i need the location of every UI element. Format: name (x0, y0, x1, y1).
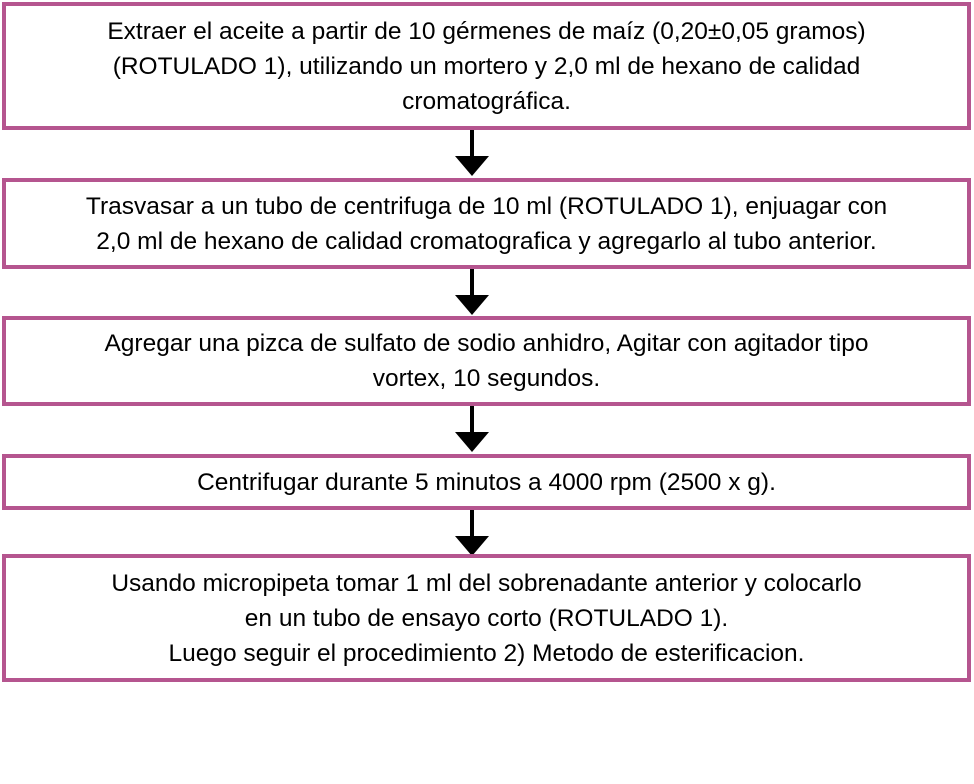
step-1-box (2, 2, 971, 130)
step-5-box (2, 554, 971, 682)
step-4-box (2, 454, 971, 510)
step-5-line-2: en un tubo de ensayo corto (ROTULADO 1). (244, 604, 729, 632)
step-5-line-3: Luego seguir el procedimiento 2) Metodo de esterificacion. (168, 639, 805, 667)
down-arrow-icon (455, 406, 489, 452)
step-1-line-1: Extraer el aceite a partir de 10 gérmenes de maíz (0,20±0,05 gramos) (107, 17, 866, 45)
step-2-line-1: Trasvasar a un tubo de centrifuga de 10 ml (ROTULADO 1), enjuagar con (85, 192, 888, 220)
step-2-line-2: 2,0 ml de hexano de calidad cromatografica y agregarlo al tubo anterior. (96, 227, 877, 255)
down-arrow-icon (455, 130, 489, 176)
step-4-line-1: Centrifugar durante 5 minutos a 4000 rpm (2500 x g). (197, 468, 776, 496)
step-1-line-2: (ROTULADO 1), utilizando un mortero y 2,0 ml de hexano de calidad (112, 52, 861, 80)
down-arrow-icon (455, 510, 489, 556)
step-2-box (2, 178, 971, 269)
step-3-line-1: Agregar una pizca de sulfato de sodio anhidro, Agitar con agitador tipo (104, 330, 869, 357)
down-arrow-icon (455, 269, 489, 315)
step-5-line-1: Usando micropipeta tomar 1 ml del sobrenadante anterior y colocarlo (111, 569, 862, 597)
step-3-line-2: vortex, 10 segundos. (372, 365, 601, 392)
step-1-line-3: cromatográfica. (402, 87, 571, 115)
step-3-box (2, 316, 971, 406)
